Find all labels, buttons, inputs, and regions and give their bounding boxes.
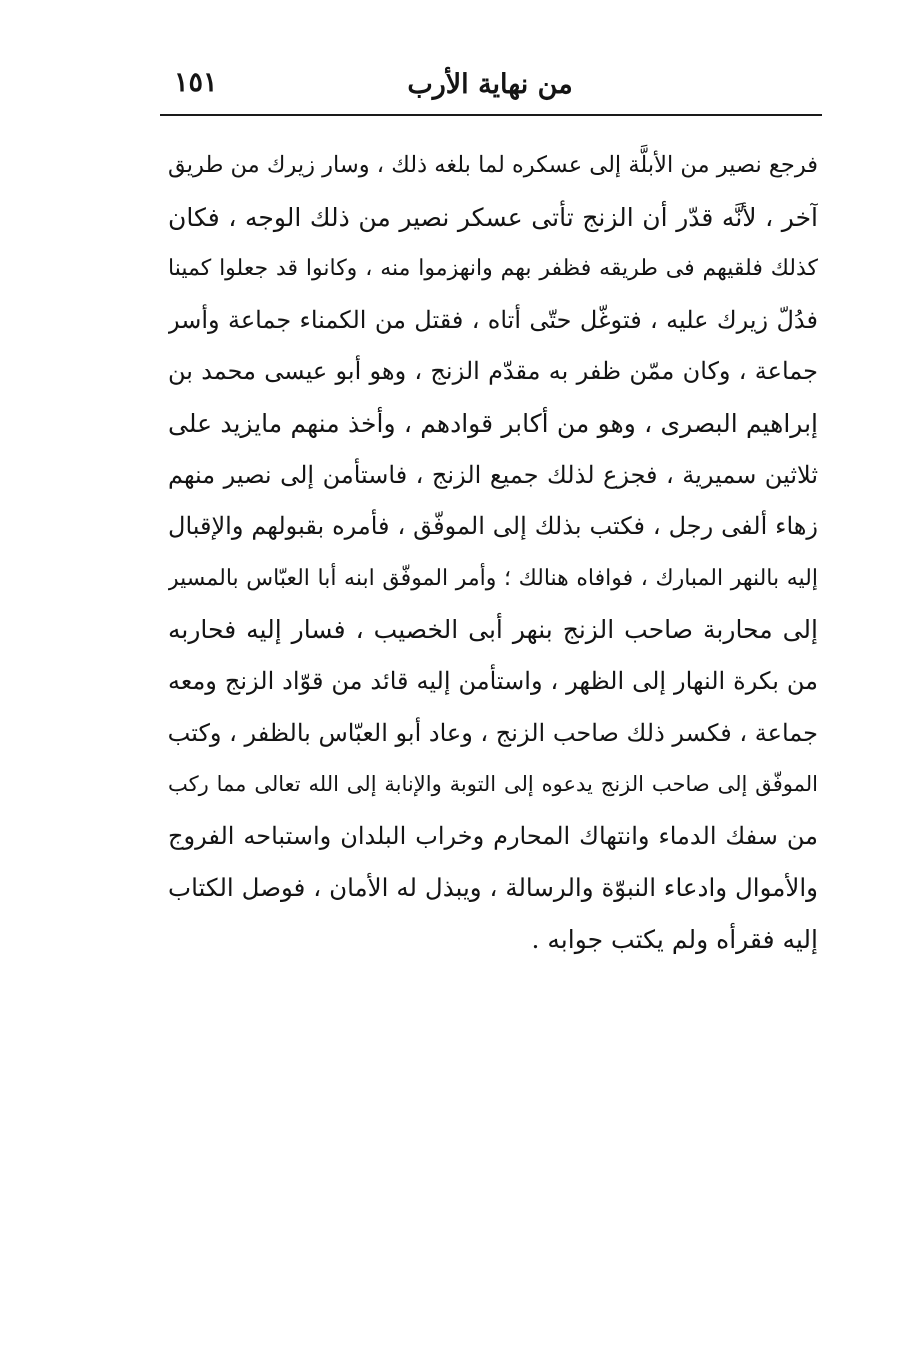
running-title: من نهاية الأرب: [407, 69, 573, 100]
text-line: إلى محاربة صاحب الزنج بنهر أبى الخصيب ، فسار إليه فحاربه: [168, 615, 818, 645]
text-line: والأموال وادعاء النبوّة والرسالة ، ويبذل له الأمان ، فوصل الكتاب: [168, 873, 818, 903]
text-line: جماعة ، فكسر ذلك صاحب الزنج ، وعاد أبو العبّاس بالظفر ، وكتب: [168, 718, 818, 747]
text-line: كذلك فلقيهم فى طريقه فظفر بهم وانهزموا منه ، وكانوا قد جعلوا كمينا: [168, 256, 818, 282]
text-line: إليه فقرأه ولم يكتب جوابه .: [531, 924, 818, 954]
header-rule: [160, 114, 822, 116]
text-line: إليه بالنهر المبارك ، فوافاه هنالك ؛ وأمر الموفّق ابنه أبا العبّاس بالمسير: [168, 565, 818, 591]
text-line: من سفك الدماء وانتهاك المحارم وخراب البلدان واستباحه الفروج: [168, 821, 818, 850]
text-line: من بكرة النهار إلى الظهر ، واستأمن إليه قائد من قوّاد الزنج ومعه: [168, 666, 818, 695]
text-line: جماعة ، وكان ممّن ظفر به مقدّم الزنج ، وهو أبو عيسى محمد بن: [168, 357, 818, 386]
text-line: فدُلّ زيرك عليه ، فتوغّل حتّى أتاه ، فقتل من الكمناء جماعة وأسر: [168, 305, 818, 334]
text-line: آخر ، لأنَّه قدّر أن الزنج تأتى عسكر نصير من ذلك الوجه ، فكان: [168, 202, 818, 232]
text-line: زهاء ألفى رجل ، فكتب بذلك إلى الموفّق ، فأمره بقبولهم والإقبال: [168, 512, 818, 541]
page-number: ١٥١: [174, 67, 218, 98]
text-line: ثلاثين سميرية ، فجزع لذلك جميع الزنج ، فاستأمن إلى نصير منهم: [168, 460, 818, 489]
text-line: إبراهيم البصرى ، وهو من أكابر قوادهم ، وأخذ منهم مايزيد على: [168, 408, 818, 438]
text-line: فرجع نصير من الأبلَّة إلى عسكره لما بلغه ذلك ، وسار زيرك من طريق: [168, 152, 818, 178]
text-line: الموفّق إلى صاحب الزنج يدعوه إلى التوبة والإنابة إلى الله تعالى مما ركب: [168, 772, 818, 797]
page-header: [160, 58, 820, 118]
body-text: [168, 140, 818, 966]
